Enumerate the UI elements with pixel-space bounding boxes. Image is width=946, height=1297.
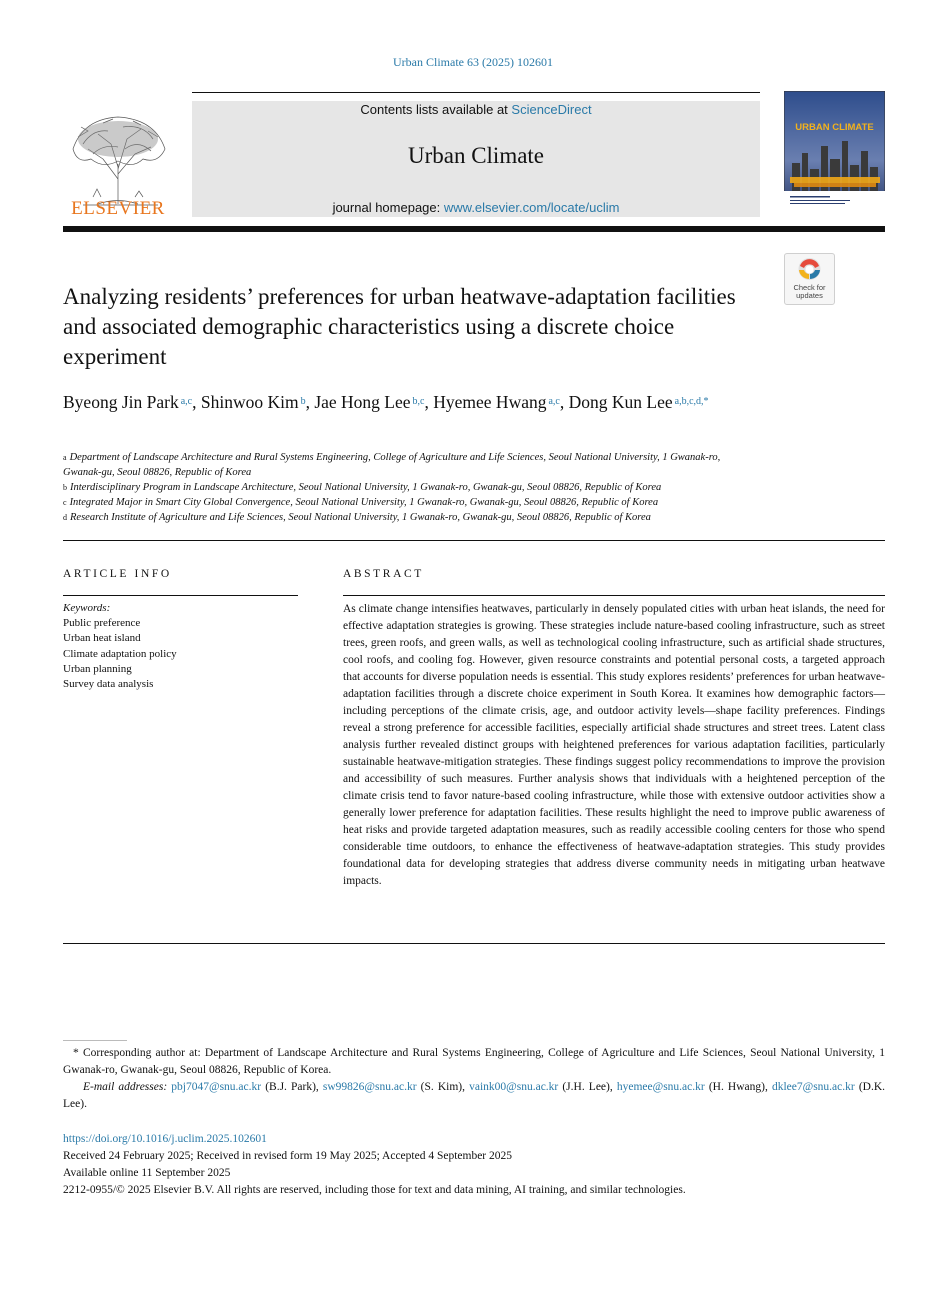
email-owner: (J.H. Lee), bbox=[558, 1081, 617, 1093]
email-link[interactable]: sw99826@snu.ac.kr bbox=[322, 1081, 417, 1093]
abstract-bottom-rule bbox=[63, 943, 885, 944]
affiliation-item bbox=[63, 510, 743, 525]
email-addresses bbox=[63, 1079, 885, 1113]
section-divider bbox=[63, 540, 885, 541]
affiliation-letter: b bbox=[63, 483, 67, 492]
abstract-body: As climate change intensifies heatwaves, particularly in densely populated cities with urban heat islands, the need for effective adaptation strategies is growing. These strategies include nature-based cooling infrastructure, such as street trees, green roofs, and green walls, as well as technological cooling infrastructure, such as artificial shade structures, cool roofs, and cooling fog. However, given resource constraints and potential personal costs, a targeted approach that accounts for diverse population needs is essential. This study explores residents’ preferences for urban heatwave-adaptation facilities through a discrete choice experiment in South Korea. It examines how demographic factors—including perceptions of the climate crisis, age, and outdoor activity levels—shape facility preferences. Findings reveal a strong preference for accessible facilities, especially artificial shade structures and street trees. Latent class analysis further revealed distinct groups with heightened preferences for various adaptation facilities, particularly sustainable heatwave-mitigation strategies. These findings suggest policy recommendations to improve the provision and accessibility of such measures. Further analysis shows that individuals with a heightened perception of the climate crisis tend to favor nature-based cooling infrastructure, while those with extensive outdoor activities show a generally lower preference for adaptation facilities. These results highlight the need to improve public awareness of heat risks and provide targeted adaptation measures, such as readily accessible cooling centers for those who spend considerable time outdoors, to enhance the effectiveness of heatwave-adaptation strategies. This study provides foundational data for developing strategies that address diverse community needs in mitigating urban heatwave impacts. bbox=[343, 603, 885, 887]
affiliation-item bbox=[63, 495, 743, 510]
doi-link[interactable]: https://doi.org/10.1016/j.uclim.2025.102601 bbox=[63, 1133, 267, 1145]
email-owner: (B.J. Park), bbox=[261, 1081, 323, 1093]
author-separator: , bbox=[424, 392, 434, 412]
author-name[interactable]: Dong Kun Lee bbox=[568, 392, 673, 412]
author-name[interactable]: Shinwoo Kim bbox=[200, 392, 299, 412]
keyword-item: Urban heat island bbox=[63, 632, 141, 645]
contents-prefix: Contents lists available at bbox=[360, 102, 512, 117]
affiliation-letter: a bbox=[63, 453, 67, 462]
email-link[interactable]: hyemee@snu.ac.kr bbox=[616, 1081, 705, 1093]
abstract-heading: ABSTRACT bbox=[343, 568, 424, 580]
author-name[interactable]: Hyemee Hwang bbox=[433, 392, 547, 412]
copyright-notice: 2212-0955/© 2025 Elsevier B.V. All rights are reserved, including those for text and data mining, AI training, and similar technologies. bbox=[63, 1184, 686, 1196]
cover-title: URBAN CLIMATE bbox=[795, 122, 874, 133]
homepage-prefix: journal homepage: bbox=[332, 200, 444, 215]
elsevier-wordmark: ELSEVIER bbox=[71, 198, 165, 219]
homepage-line bbox=[192, 200, 760, 215]
author-list bbox=[63, 391, 743, 414]
masthead-bottom-rule bbox=[63, 226, 885, 232]
author-name[interactable]: Jae Hong Lee bbox=[314, 392, 411, 412]
article-info-heading: ARTICLE INFO bbox=[63, 568, 172, 580]
journal-name: Urban Climate bbox=[407, 143, 545, 168]
affiliation-item bbox=[63, 480, 743, 495]
affiliation-text: Department of Landscape Architecture and Rural Systems Engineering, College of Agriculture and Life Sciences, Seoul National University, 1 Gwanak-ro, Gwanak-gu, Seoul 08826, Republic of Korea bbox=[63, 452, 721, 478]
sciencedirect-link[interactable]: ScienceDirect bbox=[511, 102, 592, 117]
keyword-item: Climate adaptation policy bbox=[63, 647, 177, 660]
available-online-date: Available online 11 September 2025 bbox=[63, 1167, 231, 1179]
affiliation-text: Interdisciplinary Program in Landscape Architecture, Seoul National University, 1 Gwanak-ro, Gwanak-gu, Seoul 08826, Republic of Korea bbox=[70, 482, 662, 493]
keyword-item: Urban planning bbox=[63, 662, 132, 675]
author-affiliation-marks[interactable]: b bbox=[300, 396, 306, 407]
author-separator: , bbox=[192, 392, 201, 412]
affiliation-list bbox=[63, 450, 743, 525]
keywords-label: Keywords: bbox=[63, 602, 111, 614]
corresponding-author-text: * Corresponding author at: Department of Landscape Architecture and Rural Systems Engineering, College of Agriculture and Life Sciences, Seoul National University, 1 Gwanak-ro, Gwanak-gu, Seoul 08826, Republic of Korea. bbox=[63, 1047, 885, 1076]
article-info-rule bbox=[63, 595, 298, 596]
author-name[interactable]: Byeong Jin Park bbox=[63, 392, 179, 412]
author-affiliation-marks[interactable]: a,c bbox=[548, 396, 560, 407]
crossmark-icon bbox=[785, 254, 834, 284]
author-affiliation-marks[interactable]: b,c bbox=[412, 396, 425, 407]
author-affiliation-marks[interactable]: a,c bbox=[180, 396, 193, 407]
email-link[interactable]: vaink00@snu.ac.kr bbox=[469, 1081, 559, 1093]
email-owner: (S. Kim), bbox=[416, 1081, 470, 1093]
affiliation-letter: d bbox=[63, 513, 67, 522]
author-separator: , bbox=[305, 392, 315, 412]
footnote-rule bbox=[63, 1040, 127, 1041]
check-updates-label: Check for updates bbox=[793, 283, 826, 300]
journal-citation[interactable]: Urban Climate 63 (2025) 102601 bbox=[393, 55, 553, 69]
email-owner: (D.K. Lee). bbox=[63, 1081, 886, 1110]
email-owner: (H. Hwang), bbox=[704, 1081, 772, 1093]
keywords-block bbox=[63, 601, 298, 692]
corresponding-author-footnote bbox=[63, 1045, 885, 1113]
article-title: Analyzing residents’ preferences for urban heatwave-adaptation facilities and associated demographic characteristics using a discrete choice experiment bbox=[63, 284, 736, 369]
contents-line bbox=[192, 102, 760, 117]
affiliation-text: Integrated Major in Smart City Global Convergence, Seoul National University, 1 Gwanak-ro, Gwanak-gu, Seoul 08826, Republic of Korea bbox=[69, 497, 659, 508]
received-dates: Received 24 February 2025; Received in revised form 19 May 2025; Accepted 4 September 2025 bbox=[63, 1150, 513, 1162]
keyword-item: Public preference bbox=[63, 617, 141, 630]
journal-cover-image[interactable] bbox=[784, 91, 885, 218]
email-label: E-mail addresses: bbox=[83, 1081, 168, 1093]
author-affiliation-marks[interactable]: a,b,c,d,* bbox=[674, 396, 709, 407]
publication-info bbox=[63, 1131, 885, 1199]
journal-homepage-link[interactable]: www.elsevier.com/locate/uclim bbox=[443, 200, 620, 215]
email-link[interactable]: pbj7047@snu.ac.kr bbox=[171, 1081, 262, 1093]
author-separator: , bbox=[559, 392, 569, 412]
affiliation-item bbox=[63, 450, 743, 480]
email-link[interactable]: dklee7@snu.ac.kr bbox=[771, 1081, 855, 1093]
keyword-item: Survey data analysis bbox=[63, 678, 154, 691]
masthead-top-rule bbox=[192, 92, 760, 93]
abstract-rule bbox=[343, 595, 885, 596]
check-for-updates-button[interactable] bbox=[784, 253, 835, 305]
affiliation-text: Research Institute of Agriculture and Life Sciences, Seoul National University, 1 Gwanak-ro, Gwanak-gu, Seoul 08826, Republic of Korea bbox=[70, 512, 651, 523]
affiliation-letter: c bbox=[63, 498, 67, 507]
